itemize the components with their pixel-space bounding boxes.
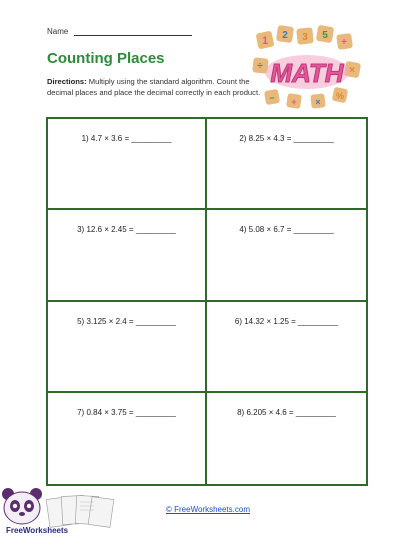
svg-text:×: × [349, 65, 355, 76]
brand-name: FreeWorksheets [6, 526, 69, 535]
footer-link[interactable]: © FreeWorksheets.com [166, 505, 250, 514]
problem-5: 5) 3.125 × 2.4 = _________ [77, 316, 176, 326]
math-logo-image [251, 24, 363, 114]
problem-box[interactable] [207, 210, 366, 301]
problem-box[interactable] [207, 119, 366, 210]
problem-box[interactable] [48, 393, 207, 484]
directions-label: Directions: [47, 77, 87, 86]
svg-text:+: + [341, 37, 347, 48]
problem-1: 1) 4.7 × 3.6 = _________ [81, 134, 172, 143]
name-line[interactable] [74, 28, 192, 36]
problem-4: 4) 5.08 × 6.7 = _________ [239, 225, 334, 235]
worksheet-title: Counting Places [47, 50, 165, 67]
problem-3: 3) 12.6 × 2.45 = _________ [77, 225, 176, 235]
svg-text:÷: ÷ [257, 61, 263, 72]
name-field-row [47, 27, 192, 36]
svg-text:1: 1 [261, 35, 269, 47]
svg-text:−: − [269, 93, 275, 103]
directions [47, 77, 277, 98]
directions-text: Multiply using the standard algorithm. Count the decimal places and place the decimal correctly in each product. [47, 77, 261, 97]
svg-text:+: + [291, 97, 297, 107]
problem-8: 8) 6.205 × 4.6 = _________ [237, 407, 336, 417]
problem-box[interactable] [207, 302, 366, 393]
svg-text:3: 3 [302, 32, 308, 43]
svg-text:×: × [315, 97, 321, 107]
problem-box[interactable] [207, 393, 366, 484]
problem-2: 2) 8.25 × 4.3 = _________ [239, 134, 334, 143]
problem-box[interactable] [48, 210, 207, 301]
math-logo-text: MATH [270, 58, 344, 88]
svg-text:5: 5 [322, 30, 328, 41]
name-label: Name [47, 27, 69, 36]
svg-text:%: % [335, 91, 345, 101]
problem-6: 6) 14.32 × 1.25 = _________ [234, 316, 339, 326]
problem-7: 7) 0.84 × 3.75 = _________ [77, 407, 176, 417]
problem-grid [46, 117, 368, 486]
problem-box[interactable] [48, 302, 207, 393]
problem-box[interactable] [48, 119, 207, 210]
svg-text:2: 2 [282, 30, 288, 41]
